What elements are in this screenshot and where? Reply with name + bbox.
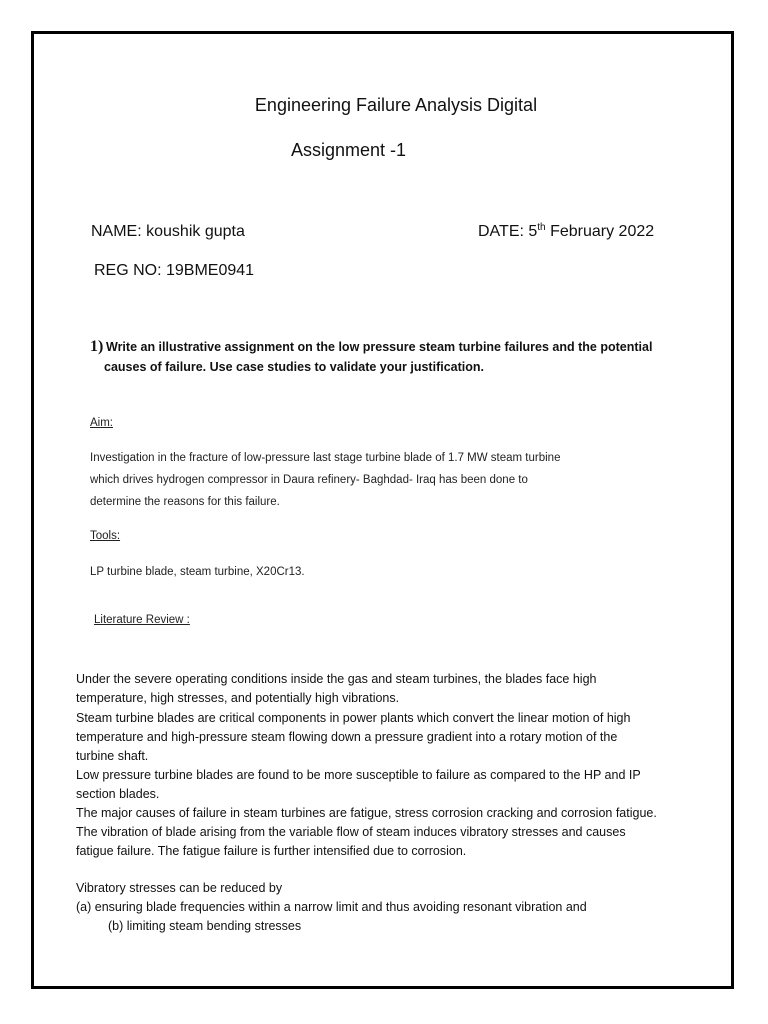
question-number: 1) xyxy=(90,338,104,355)
aim-text-line: Investigation in the fracture of low-pressure last stage turbine blade of 1.7 MW steam turbine xyxy=(90,452,561,464)
literature-text-line: Steam turbine blades are critical components in power plants which convert the linear motion of high xyxy=(76,711,631,725)
literature-text-line: section blades. xyxy=(76,787,160,801)
literature-text-line: Low pressure turbine blades are found to be more susceptible to failure as compared to the HP and IP xyxy=(76,768,641,782)
literature-text-line: Vibratory stresses can be reduced by xyxy=(76,881,283,895)
literature-text-line: temperature and high-pressure steam flowing down a pressure gradient into a rotary motion of the xyxy=(76,730,618,744)
question-text-line-2: causes of failure. Use case studies to validate your justification. xyxy=(104,360,484,374)
title-line-1: Engineering Failure Analysis Digital xyxy=(254,95,538,115)
literature-text-line: turbine shaft. xyxy=(76,749,149,763)
aim-text-line: which drives hydrogen compressor in Daura refinery- Baghdad- Iraq has been done to xyxy=(90,474,528,486)
tools-text: LP turbine blade, steam turbine, X20Cr13. xyxy=(90,566,305,578)
student-name: NAME: koushik gupta xyxy=(91,223,245,240)
tools-heading: Tools: xyxy=(90,530,121,542)
literature-text-line: (b) limiting steam bending stresses xyxy=(108,919,302,933)
question-text-line-1: Write an illustrative assignment on the low pressure steam turbine failures and the potential xyxy=(106,340,653,354)
literature-text-line: Under the severe operating conditions inside the gas and steam turbines, the blades face high xyxy=(76,672,597,686)
title-line-2: Assignment -1 xyxy=(291,140,407,160)
literature-review-heading: Literature Review : xyxy=(94,614,190,626)
date-prefix: DATE: 5 xyxy=(478,223,538,240)
aim-heading: Aim: xyxy=(90,417,113,429)
aim-text-line: determine the reasons for this failure. xyxy=(90,496,280,508)
literature-text-line: fatigue failure. The fatigue failure is further intensified due to corrosion. xyxy=(76,844,467,858)
date-superscript: th xyxy=(537,222,546,233)
literature-text-line: temperature, high stresses, and potentially high vibrations. xyxy=(76,691,400,705)
literature-text-line: The vibration of blade arising from the variable flow of steam induces vibratory stresses and causes xyxy=(76,825,626,839)
literature-text-line: The major causes of failure in steam turbines are fatigue, stress corrosion cracking and corrosion fatigue. xyxy=(76,806,657,820)
assignment-date xyxy=(478,223,654,241)
date-suffix: February 2022 xyxy=(545,223,655,240)
literature-text-line: (a) ensuring blade frequencies within a narrow limit and thus avoiding resonant vibration and xyxy=(76,900,587,914)
registration-number: REG NO: 19BME0941 xyxy=(94,262,255,279)
